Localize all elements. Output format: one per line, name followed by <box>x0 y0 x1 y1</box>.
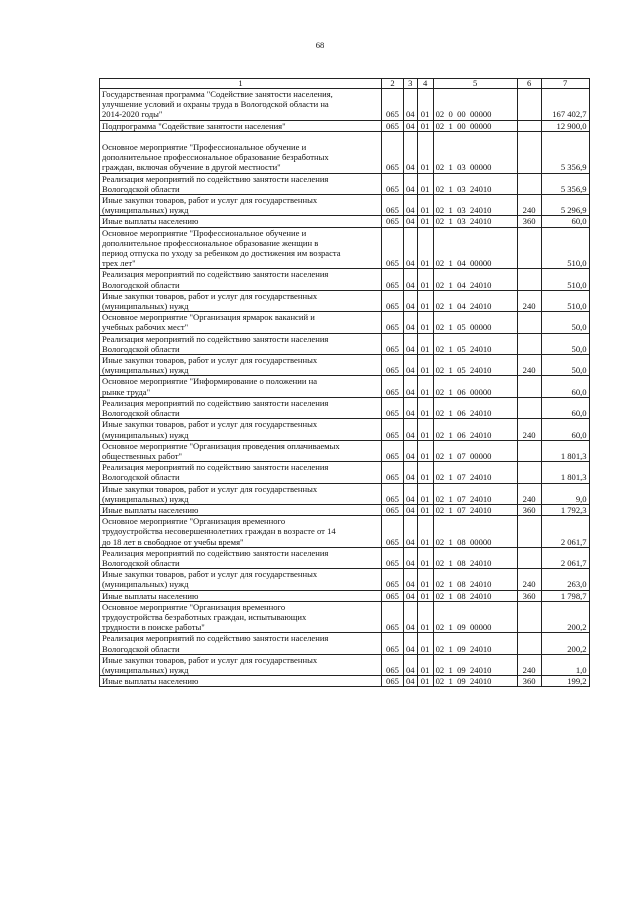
table-row <box>100 483 590 504</box>
target-article-cell: 02 1 05 24010 <box>433 355 517 376</box>
subsection-cell: 01 <box>417 333 433 354</box>
target-article-cell: 02 1 08 00000 <box>433 516 517 548</box>
section-cell: 04 <box>404 333 418 354</box>
table-row <box>100 633 590 654</box>
section-cell: 04 <box>404 676 418 687</box>
target-article-cell: 02 1 09 00000 <box>433 601 517 633</box>
expense-type-cell: 360 <box>517 676 541 687</box>
amount-cell: 1 798,7 <box>541 590 589 601</box>
section-cell: 04 <box>404 419 418 440</box>
expense-type-cell <box>517 173 541 194</box>
table-row <box>100 333 590 354</box>
amount-cell: 5 356,9 <box>541 131 589 173</box>
expense-type-cell <box>517 397 541 418</box>
target-article-cell: 02 1 03 00000 <box>433 131 517 173</box>
expense-type-cell: 240 <box>517 195 541 216</box>
table-row <box>100 440 590 461</box>
amount-cell: 50,0 <box>541 333 589 354</box>
expense-type-cell: 360 <box>517 590 541 601</box>
row-name-cell: Подпрограмма "Содействие занятости населения" <box>100 120 382 131</box>
expense-type-cell <box>517 312 541 333</box>
amount-cell: 12 900,0 <box>541 120 589 131</box>
target-article-cell: 02 1 07 00000 <box>433 440 517 461</box>
section-cell: 04 <box>404 195 418 216</box>
section-cell: 04 <box>404 601 418 633</box>
admin-code-cell: 065 <box>382 290 404 311</box>
subsection-cell: 01 <box>417 676 433 687</box>
amount-cell: 5 296,9 <box>541 195 589 216</box>
section-cell: 04 <box>404 504 418 515</box>
amount-cell: 2 061,7 <box>541 516 589 548</box>
header-col-1: 1 <box>100 79 382 89</box>
header-col-5: 5 <box>433 79 517 89</box>
table-row <box>100 89 590 121</box>
subsection-cell: 01 <box>417 131 433 173</box>
row-name-cell: Иные выплаты населению <box>100 590 382 601</box>
admin-code-cell: 065 <box>382 547 404 568</box>
amount-cell: 60,0 <box>541 216 589 227</box>
target-article-cell: 02 1 03 24010 <box>433 173 517 194</box>
admin-code-cell: 065 <box>382 173 404 194</box>
expense-type-cell: 360 <box>517 504 541 515</box>
target-article-cell: 02 1 04 24010 <box>433 269 517 290</box>
expense-type-cell: 360 <box>517 216 541 227</box>
expense-type-cell <box>517 516 541 548</box>
section-cell: 04 <box>404 397 418 418</box>
admin-code-cell: 065 <box>382 397 404 418</box>
admin-code-cell: 065 <box>382 120 404 131</box>
expense-type-cell <box>517 440 541 461</box>
page-number: 68 <box>315 40 325 50</box>
section-cell: 04 <box>404 440 418 461</box>
section-cell: 04 <box>404 120 418 131</box>
row-name-cell: Основное мероприятие "Организация временного трудоустройства несовершеннолетних граждан в возрасте от 14 до 18 лет в свободное от учебы время" <box>100 516 382 548</box>
table-row <box>100 312 590 333</box>
subsection-cell: 01 <box>417 483 433 504</box>
admin-code-cell: 065 <box>382 216 404 227</box>
table-row <box>100 676 590 687</box>
target-article-cell: 02 1 03 24010 <box>433 216 517 227</box>
target-article-cell: 02 1 08 24010 <box>433 590 517 601</box>
table-row <box>100 355 590 376</box>
expense-type-cell <box>517 633 541 654</box>
amount-cell: 167 402,7 <box>541 89 589 121</box>
subsection-cell: 01 <box>417 376 433 397</box>
amount-cell: 2 061,7 <box>541 547 589 568</box>
expense-type-cell <box>517 547 541 568</box>
amount-cell: 1 801,3 <box>541 462 589 483</box>
section-cell: 04 <box>404 355 418 376</box>
row-name-cell: Реализация мероприятий по содействию занятости населения Вологодской области <box>100 333 382 354</box>
amount-cell: 60,0 <box>541 397 589 418</box>
admin-code-cell: 065 <box>382 440 404 461</box>
row-name-cell: Иные выплаты населению <box>100 676 382 687</box>
table-row <box>100 376 590 397</box>
subsection-cell: 01 <box>417 504 433 515</box>
expense-type-cell: 240 <box>517 290 541 311</box>
table-row <box>100 504 590 515</box>
admin-code-cell: 065 <box>382 131 404 173</box>
row-name-cell: Иные выплаты населению <box>100 216 382 227</box>
table-row <box>100 173 590 194</box>
table-row <box>100 419 590 440</box>
row-name-cell: Иные закупки товаров, работ и услуг для государственных (муниципальных) нужд <box>100 290 382 311</box>
row-name-cell: Реализация мероприятий по содействию занятости населения Вологодской области <box>100 173 382 194</box>
expense-type-cell <box>517 269 541 290</box>
row-name-cell: Основное мероприятие "Организация проведения оплачиваемых общественных работ" <box>100 440 382 461</box>
expense-type-cell <box>517 89 541 121</box>
section-cell: 04 <box>404 376 418 397</box>
section-cell: 04 <box>404 290 418 311</box>
admin-code-cell: 065 <box>382 312 404 333</box>
row-name-cell: Иные закупки товаров, работ и услуг для государственных (муниципальных) нужд <box>100 654 382 675</box>
table-row <box>100 547 590 568</box>
expense-type-cell <box>517 227 541 269</box>
expense-type-cell: 240 <box>517 483 541 504</box>
table-row <box>100 290 590 311</box>
budget-table <box>99 78 590 687</box>
expense-type-cell <box>517 376 541 397</box>
section-cell: 04 <box>404 462 418 483</box>
target-article-cell: 02 0 00 00000 <box>433 89 517 121</box>
admin-code-cell: 065 <box>382 483 404 504</box>
expense-type-cell <box>517 333 541 354</box>
row-name-cell: Основное мероприятие "Организация временного трудоустройства безработных граждан, испытывающих трудности в поиске работы" <box>100 601 382 633</box>
section-cell: 04 <box>404 516 418 548</box>
section-cell: 04 <box>404 89 418 121</box>
table-row <box>100 120 590 131</box>
expense-type-cell: 240 <box>517 355 541 376</box>
row-name-cell: Иные закупки товаров, работ и услуг для государственных (муниципальных) нужд <box>100 569 382 590</box>
section-cell: 04 <box>404 269 418 290</box>
header-col-7: 7 <box>541 79 589 89</box>
subsection-cell: 01 <box>417 269 433 290</box>
admin-code-cell: 065 <box>382 269 404 290</box>
target-article-cell: 02 1 03 24010 <box>433 195 517 216</box>
subsection-cell: 01 <box>417 312 433 333</box>
target-article-cell: 02 1 06 24010 <box>433 397 517 418</box>
admin-code-cell: 065 <box>382 195 404 216</box>
row-name-cell: Реализация мероприятий по содействию занятости населения Вологодской области <box>100 397 382 418</box>
admin-code-cell: 065 <box>382 419 404 440</box>
row-name-cell: Реализация мероприятий по содействию занятости населения Вологодской области <box>100 462 382 483</box>
amount-cell: 60,0 <box>541 419 589 440</box>
subsection-cell: 01 <box>417 290 433 311</box>
expense-type-cell: 240 <box>517 419 541 440</box>
subsection-cell: 01 <box>417 654 433 675</box>
admin-code-cell: 065 <box>382 516 404 548</box>
subsection-cell: 01 <box>417 419 433 440</box>
table-body <box>100 89 590 687</box>
amount-cell: 510,0 <box>541 290 589 311</box>
amount-cell: 50,0 <box>541 355 589 376</box>
section-cell: 04 <box>404 483 418 504</box>
expense-type-cell <box>517 131 541 173</box>
table-row <box>100 227 590 269</box>
section-cell: 04 <box>404 547 418 568</box>
row-name-cell: Иные закупки товаров, работ и услуг для государственных (муниципальных) нужд <box>100 419 382 440</box>
subsection-cell: 01 <box>417 547 433 568</box>
section-cell: 04 <box>404 216 418 227</box>
amount-cell: 50,0 <box>541 312 589 333</box>
header-col-4: 4 <box>417 79 433 89</box>
section-cell: 04 <box>404 633 418 654</box>
amount-cell: 263,0 <box>541 569 589 590</box>
amount-cell: 1 801,3 <box>541 440 589 461</box>
admin-code-cell: 065 <box>382 355 404 376</box>
subsection-cell: 01 <box>417 590 433 601</box>
expense-type-cell <box>517 120 541 131</box>
admin-code-cell: 065 <box>382 333 404 354</box>
admin-code-cell: 065 <box>382 633 404 654</box>
subsection-cell: 01 <box>417 355 433 376</box>
subsection-cell: 01 <box>417 440 433 461</box>
amount-cell: 510,0 <box>541 269 589 290</box>
amount-cell: 9,0 <box>541 483 589 504</box>
table-row <box>100 516 590 548</box>
table-header-row <box>100 79 590 89</box>
admin-code-cell: 065 <box>382 227 404 269</box>
amount-cell: 200,2 <box>541 633 589 654</box>
section-cell: 04 <box>404 173 418 194</box>
admin-code-cell: 065 <box>382 462 404 483</box>
target-article-cell: 02 1 07 24010 <box>433 462 517 483</box>
section-cell: 04 <box>404 654 418 675</box>
expense-type-cell: 240 <box>517 654 541 675</box>
row-name-cell: Иные закупки товаров, работ и услуг для государственных (муниципальных) нужд <box>100 483 382 504</box>
admin-code-cell: 065 <box>382 654 404 675</box>
section-cell: 04 <box>404 590 418 601</box>
subsection-cell: 01 <box>417 216 433 227</box>
subsection-cell: 01 <box>417 120 433 131</box>
admin-code-cell: 065 <box>382 89 404 121</box>
target-article-cell: 02 1 06 24010 <box>433 419 517 440</box>
admin-code-cell: 065 <box>382 376 404 397</box>
header-col-6: 6 <box>517 79 541 89</box>
target-article-cell: 02 1 05 24010 <box>433 333 517 354</box>
target-article-cell: 02 1 04 00000 <box>433 227 517 269</box>
row-name-cell: Реализация мероприятий по содействию занятости населения Вологодской области <box>100 547 382 568</box>
header-col-3: 3 <box>404 79 418 89</box>
target-article-cell: 02 1 08 24010 <box>433 569 517 590</box>
subsection-cell: 01 <box>417 173 433 194</box>
admin-code-cell: 065 <box>382 590 404 601</box>
amount-cell: 199,2 <box>541 676 589 687</box>
table-row <box>100 269 590 290</box>
target-article-cell: 02 1 07 24010 <box>433 483 517 504</box>
section-cell: 04 <box>404 312 418 333</box>
subsection-cell: 01 <box>417 195 433 216</box>
row-name-cell: Основное мероприятие "Профессиональное обучение и дополнительное профессиональное образование женщин в период отпуска по уходу за ребенком до достижения им возраста трех лет" <box>100 227 382 269</box>
admin-code-cell: 065 <box>382 676 404 687</box>
subsection-cell: 01 <box>417 227 433 269</box>
amount-cell: 5 356,9 <box>541 173 589 194</box>
expense-type-cell: 240 <box>517 569 541 590</box>
table-row <box>100 131 590 173</box>
subsection-cell: 01 <box>417 516 433 548</box>
amount-cell: 510,0 <box>541 227 589 269</box>
admin-code-cell: 065 <box>382 601 404 633</box>
table-row <box>100 216 590 227</box>
header-col-2: 2 <box>382 79 404 89</box>
table-row <box>100 590 590 601</box>
expense-type-cell <box>517 462 541 483</box>
target-article-cell: 02 1 05 00000 <box>433 312 517 333</box>
table-row <box>100 195 590 216</box>
target-article-cell: 02 1 09 24010 <box>433 654 517 675</box>
subsection-cell: 01 <box>417 601 433 633</box>
table-row <box>100 601 590 633</box>
subsection-cell: 01 <box>417 462 433 483</box>
target-article-cell: 02 1 00 00000 <box>433 120 517 131</box>
row-name-cell: Реализация мероприятий по содействию занятости населения Вологодской области <box>100 633 382 654</box>
target-article-cell: 02 1 07 24010 <box>433 504 517 515</box>
row-name-cell: Иные закупки товаров, работ и услуг для государственных (муниципальных) нужд <box>100 195 382 216</box>
row-name-cell: Основное мероприятие "Информирование о положении на рынке труда" <box>100 376 382 397</box>
row-name-cell: Реализация мероприятий по содействию занятости населения Вологодской области <box>100 269 382 290</box>
subsection-cell: 01 <box>417 397 433 418</box>
amount-cell: 1 792,3 <box>541 504 589 515</box>
table-row <box>100 654 590 675</box>
amount-cell: 200,2 <box>541 601 589 633</box>
target-article-cell: 02 1 04 24010 <box>433 290 517 311</box>
row-name-cell: Основное мероприятие "Организация ярмарок вакансий и учебных рабочих мест" <box>100 312 382 333</box>
row-name-cell: Иные закупки товаров, работ и услуг для государственных (муниципальных) нужд <box>100 355 382 376</box>
section-cell: 04 <box>404 131 418 173</box>
section-cell: 04 <box>404 569 418 590</box>
table-row <box>100 397 590 418</box>
target-article-cell: 02 1 09 24010 <box>433 676 517 687</box>
subsection-cell: 01 <box>417 89 433 121</box>
expense-type-cell <box>517 601 541 633</box>
target-article-cell: 02 1 08 24010 <box>433 547 517 568</box>
row-name-cell: Иные выплаты населению <box>100 504 382 515</box>
table-row <box>100 462 590 483</box>
row-name-cell: Государственная программа "Содействие занятости населения, улучшение условий и охраны труда в Вологодской области на 2014-2020 годы" <box>100 89 382 121</box>
target-article-cell: 02 1 09 24010 <box>433 633 517 654</box>
table-row <box>100 569 590 590</box>
row-name-cell: Основное мероприятие "Профессиональное обучение и дополнительное профессиональное образование безработных граждан, включая обучение в другой местности" <box>100 131 382 173</box>
subsection-cell: 01 <box>417 569 433 590</box>
target-article-cell: 02 1 06 00000 <box>433 376 517 397</box>
admin-code-cell: 065 <box>382 569 404 590</box>
admin-code-cell: 065 <box>382 504 404 515</box>
amount-cell: 1,0 <box>541 654 589 675</box>
section-cell: 04 <box>404 227 418 269</box>
subsection-cell: 01 <box>417 633 433 654</box>
amount-cell: 60,0 <box>541 376 589 397</box>
